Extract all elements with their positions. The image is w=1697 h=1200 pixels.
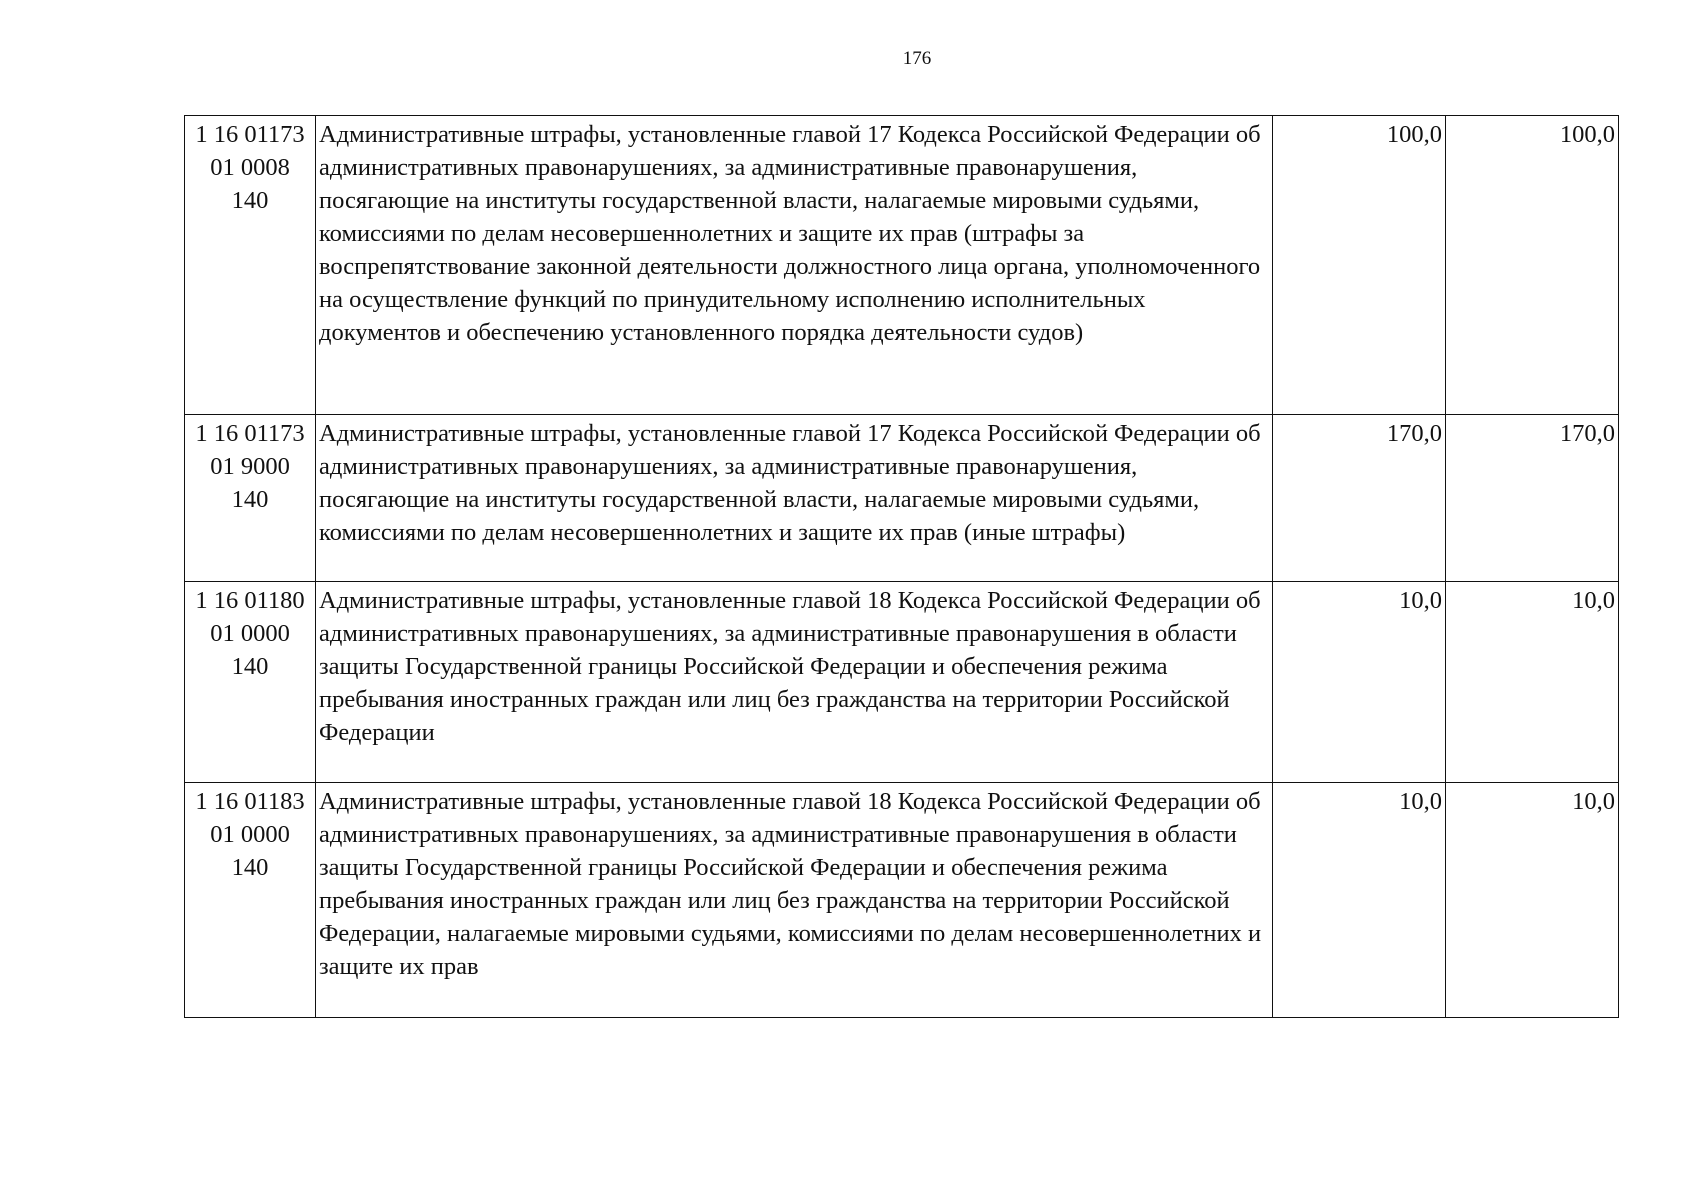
revenue-description-cell: Административные штрафы, установленные главой 17 Кодекса Российской Федерации об административных правонарушениях, за административные правонарушения, посягающие на институты государственной власти, налагаемые мировыми судьями, комиссиями по делам несовершеннолетних и защите их прав (иные штрафы) [316,415,1273,582]
revenue-code-line: 140 [231,854,269,881]
table-row [185,116,1619,415]
amount-cell-1: 100,0 [1273,116,1446,415]
revenue-code-line: 1 16 01183 [195,788,305,815]
page-number: 176 [902,48,932,69]
revenue-code-line: 1 16 01173 [195,121,305,148]
revenue-code-cell [185,116,316,415]
revenue-code-cell [185,783,316,1018]
revenue-code-line: 1 16 01180 [195,587,305,614]
revenue-code-line: 01 0000 [210,821,290,848]
revenue-code-line: 1 16 01173 [195,420,305,447]
amount-cell-2: 170,0 [1446,415,1619,582]
revenue-code-line: 01 9000 [210,453,290,480]
table-row [185,582,1619,783]
revenue-code-line: 140 [231,653,269,680]
amount-cell-2: 10,0 [1446,582,1619,783]
revenue-code-cell [185,415,316,582]
revenue-description-cell: Административные штрафы, установленные главой 18 Кодекса Российской Федерации об административных правонарушениях, за административные правонарушения в области защиты Государственной границы Российской Федерации и обеспечения режима пребывания иностранных граждан или лиц без гражданства на территории Российской Федерации [316,582,1273,783]
amount-cell-2: 100,0 [1446,116,1619,415]
amount-cell-1: 10,0 [1273,783,1446,1018]
revenue-code-line: 140 [231,486,269,513]
revenue-code-cell [185,582,316,783]
revenue-description-cell: Административные штрафы, установленные главой 17 Кодекса Российской Федерации об административных правонарушениях, за административные правонарушения, посягающие на институты государственной власти, налагаемые мировыми судьями, комиссиями по делам несовершеннолетних и защите их прав (штрафы за воспрепятствование законной деятельности должностного лица органа, уполномоченного на осуществление функций по принудительному исполнению исполнительных документов и обеспечению установленного порядка деятельности судов) [316,116,1273,415]
revenue-code-line: 140 [231,187,269,214]
table-row [185,783,1619,1018]
amount-cell-1: 170,0 [1273,415,1446,582]
revenue-description-cell: Административные штрафы, установленные главой 18 Кодекса Российской Федерации об административных правонарушениях, за административные правонарушения в области защиты Государственной границы Российской Федерации и обеспечения режима пребывания иностранных граждан или лиц без гражданства на территории Российской Федерации, налагаемые мировыми судьями, комиссиями по делам несовершеннолетних и защите их прав [316,783,1273,1018]
amount-cell-1: 10,0 [1273,582,1446,783]
amount-cell-2: 10,0 [1446,783,1619,1018]
budget-revenue-table [184,115,1619,1018]
table-row [185,415,1619,582]
revenue-code-line: 01 0000 [210,620,290,647]
revenue-code-line: 01 0008 [210,154,290,181]
